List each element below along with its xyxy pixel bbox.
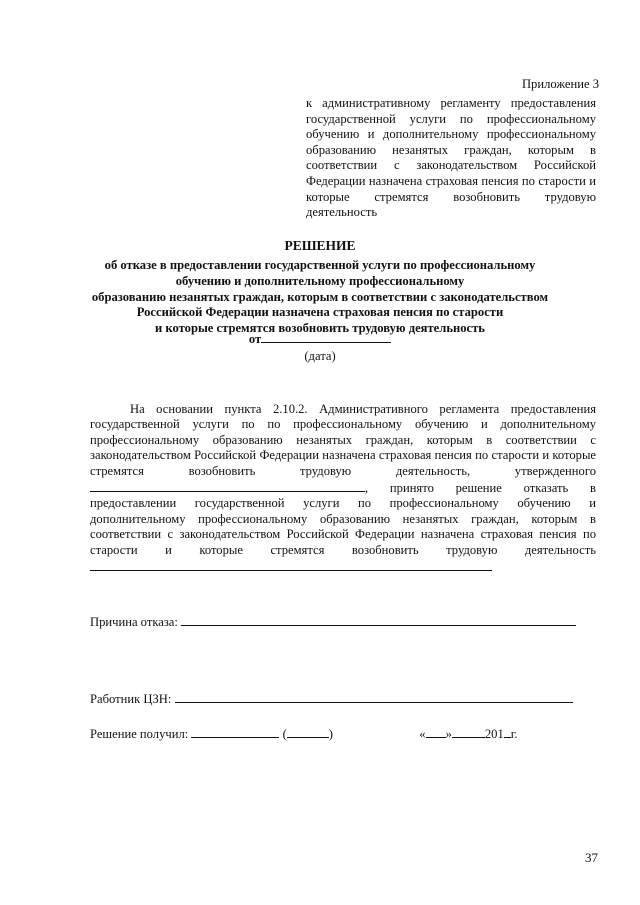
year-field[interactable] — [504, 725, 511, 738]
date-close-quote: » — [445, 727, 452, 741]
date-line — [0, 330, 640, 347]
activity-field[interactable] — [90, 558, 492, 571]
received-row — [90, 725, 518, 742]
body-paragraph — [90, 402, 596, 575]
signature-field[interactable] — [191, 725, 279, 738]
approved-by-field[interactable] — [90, 479, 365, 492]
year-prefix: 201 — [484, 727, 504, 741]
reason-row — [90, 613, 576, 630]
year-suffix: г. — [510, 727, 518, 741]
body-text-part-2: , принято решение отказать в предоставлении государственной услуги по профессиональному обучению и дополнительному профессиональному образованию незанятых граждан, которым в соответствии с законодательством Российской Федерации назначена страховая пенсия по старости и которые стремятся возобновить трудовую деятельность — [90, 481, 596, 557]
date-caption: (дата) — [304, 349, 336, 363]
subtitle-line-3: образованию незанятых граждан, которым в соответствии с законодательством — [91, 289, 549, 304]
page-number: 37 — [585, 850, 598, 865]
date-open-quote: « — [419, 727, 426, 741]
reason-field[interactable] — [181, 613, 576, 626]
appendix-label: Приложение 3 — [521, 77, 599, 91]
subtitle-line-2: обучению и дополнительному профессиональному — [175, 273, 465, 288]
subtitle-line-5: и которые стремятся возобновить трудовую деятельность — [155, 321, 485, 336]
close-paren: ) — [328, 727, 333, 741]
subtitle-line-4: Российской Федерации назначена страховая пенсия по старости — [136, 305, 504, 320]
name-field[interactable] — [287, 725, 329, 738]
body-text-part-1: На основании пункта 2.10.2. Административного регламента предоставления государственной услуги по по профессиональному обучению и дополнительному профессиональному образованию незанятых граждан, которым в соответствии с законодательством Российской Федерации назначена страховая пенсия по старости и которые стремятся возобновить трудовую деятельность, утвержденного — [90, 402, 596, 478]
open-paren: ( — [282, 727, 287, 741]
month-field[interactable] — [452, 725, 485, 738]
document-title: РЕШЕНИЕ — [284, 238, 356, 253]
worker-row — [90, 690, 573, 707]
from-label: от — [248, 332, 262, 346]
date-field[interactable] — [261, 330, 391, 343]
worker-field[interactable] — [175, 690, 573, 703]
received-label: Решение получил: — [90, 727, 189, 741]
subtitle-line-1: об отказе в предоставлении государственной услуги по профессиональному — [104, 258, 536, 272]
worker-label: Работник ЦЗН: — [90, 692, 172, 706]
regulation-note: к административному регламенту предоставления государственной услуги по профессиональному обучению и дополнительному профессиональному образованию незанятых граждан, которым в соответствии с законодательством Российской Федерации назначена страховая пенсия по старости и которые стремятся возобновить трудовую деятельность — [306, 96, 596, 220]
document-subtitle — [0, 258, 640, 337]
day-field[interactable] — [426, 725, 446, 738]
reason-label: Причина отказа: — [90, 615, 178, 629]
